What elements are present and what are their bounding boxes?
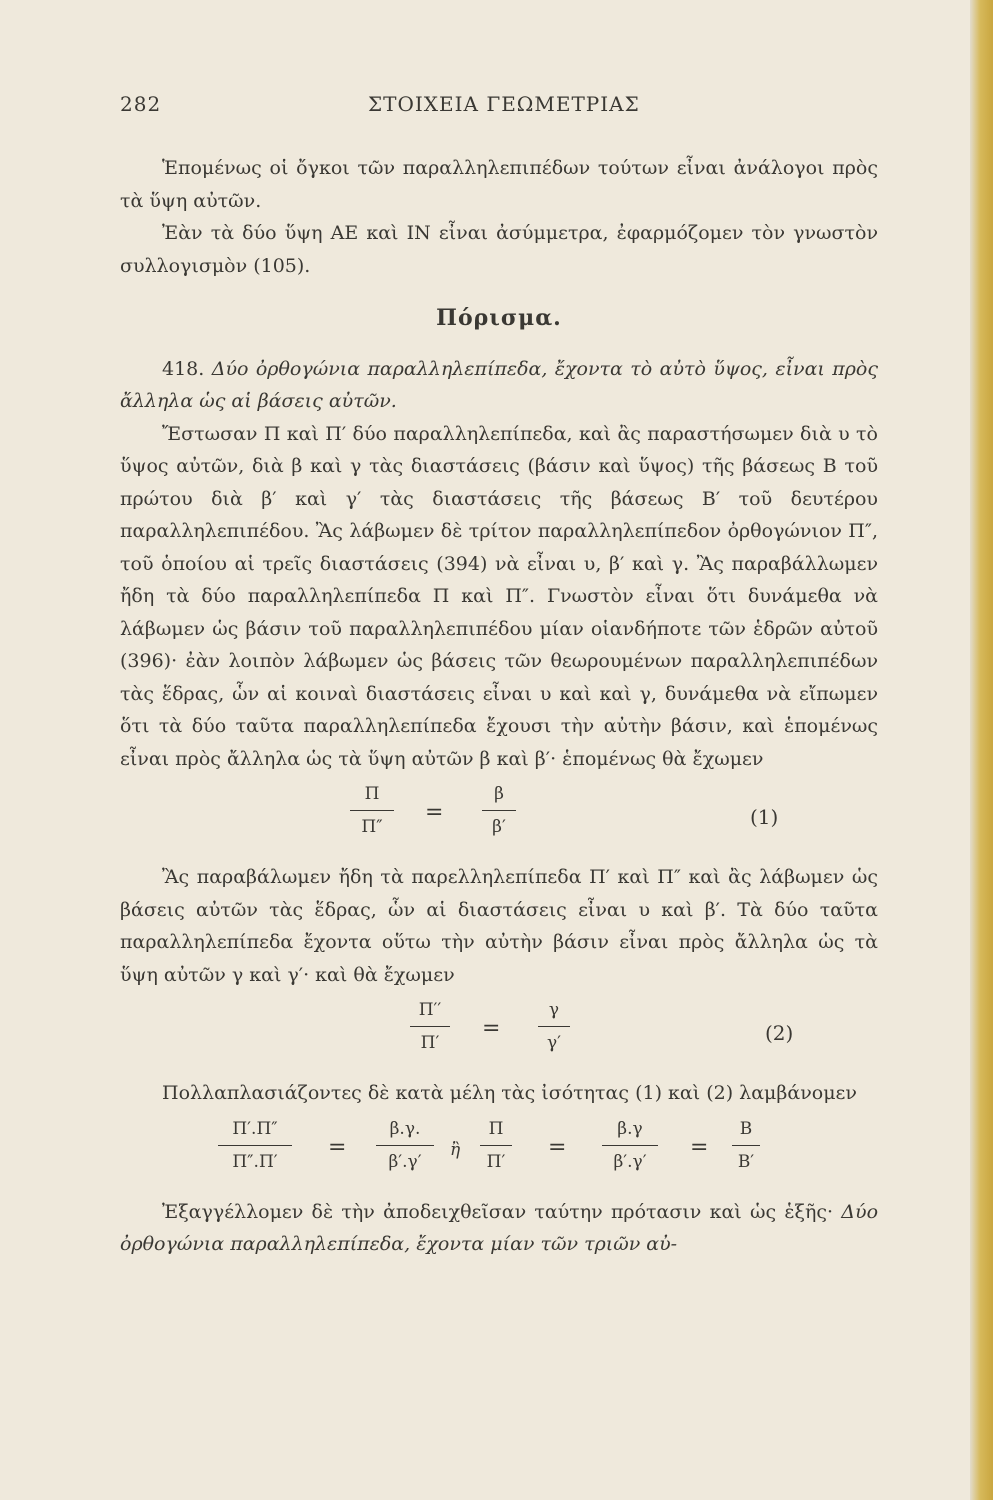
paragraph-2: Ἐὰν τὰ δύο ὕψη ΑΕ καὶ ΙΝ εἶναι ἀσύμμετρα, ἐφαρμόζομεν τὸν γνωστὸν συλλογισμὸν (105). — [120, 222, 878, 277]
denominator: β′.γ′ — [388, 1151, 422, 1172]
fraction — [482, 781, 516, 840]
or-word: ἢ — [450, 1139, 461, 1160]
section-heading: Πόρισμα. — [436, 305, 562, 331]
running-title: ΣΤΟΙΧΕΙΑ ΓΕΩΜΕΤΡΙΑΣ — [368, 92, 640, 116]
denominator: Π′ — [420, 1033, 440, 1053]
equals-sign: = — [548, 1134, 567, 1160]
paragraph-1: Ἑπομένως οἱ ὄγκοι τῶν παραλληλεπιπέδων τούτων εἶναι ἀνάλογοι πρὸς τὰ ὕψη αὐτῶν. — [120, 157, 878, 212]
fraction — [350, 781, 394, 840]
equation-3 — [120, 1116, 878, 1192]
page-body — [120, 152, 878, 1261]
fraction — [538, 997, 570, 1056]
numerator: Π — [488, 1118, 504, 1139]
equals-sign: = — [690, 1134, 709, 1160]
equals-sign: = — [328, 1134, 347, 1160]
paragraph-6: Πολλαπλασιάζοντες δὲ κατὰ μέλη τὰς ἰσότητας (1) καὶ (2) λαμβάνομεν — [162, 1082, 857, 1104]
numerator: β.γ — [617, 1118, 643, 1139]
numerator: Β — [739, 1118, 753, 1139]
paragraph-proof: Ἔστωσαν Π καὶ Π′ δύο παραλληλεπίπεδα, καὶ ἂς παραστήσωμεν διὰ υ τὸ ὕψος αὐτῶν, διὰ β καὶ γ τὰς διαστάσεις (βάσιν καὶ ὕψος) τῆς βάσεως Β τοῦ πρώτου διὰ β′ καὶ γ′ τὰς διαστάσεις τῆς βάσεως Β′ τοῦ δευτέρου παραλληλεπιπέδου. Ἂς λάβωμεν δὲ τρίτον παραλληλεπίπεδον ὀρθογώνιον Π″, τοῦ ὁποίου αἱ τρεῖς διαστάσεις (394) νὰ εἶναι υ, β′ καὶ γ. Ἂς παραβάλλωμεν ἤδη τὰ δύο παραλληλεπίπεδα Π καὶ Π″. Γνωστὸν εἶναι ὅτι δυνάμεθα νὰ λάβωμεν ὡς βάσιν τοῦ παραλληλεπιπέδου μίαν οἱανδήποτε τῶν ἑδρῶν αὐτοῦ (396)· ἐὰν λοιπὸν λάβωμεν ὡς βάσεις τῶν θεωρουμένων παραλληλεπιπέδων τὰς ἕδρας, ὧν αἱ κοιναὶ διαστάσεις εἶναι υ καὶ καὶ γ, δυνάμεθα νὰ εἴπωμεν ὅτι τὰ δύο ταῦτα παραλληλεπίπεδα ἔχουσι τὴν αὐτὴν βάσιν, καὶ ἑπομένως εἶναι πρὸς ἄλληλα ὡς τὰ ὕψη αὐτῶν β καὶ β′· ἑπομένως θὰ ἔχωμεν — [120, 422, 878, 770]
theorem-418 — [120, 353, 878, 418]
denominator: Π″.Π′ — [232, 1151, 278, 1172]
theorem-statement: Δύο ὀρθογώνια παραλληλεπίπεδα, ἔχοντα τὸ αὐτὸ ὕψος, εἶναι πρὸς ἄλληλα ὡς αἱ βάσεις αὐτῶν. — [120, 357, 878, 412]
paragraph-7 — [120, 1196, 878, 1261]
paragraph-5: Ἂς παραβάλωμεν ἤδη τὰ παρελληλεπίπεδα Π′ καὶ Π″ καὶ ἂς λάβωμεν ὡς βάσεις αὐτῶν τὰς ἕδρας, ὧν αἱ διαστάσεις εἶναι υ καὶ β′. Τὰ δύο ταῦτα παραλληλεπίπεδα ἔχοντα οὕτω τὴν αὐτὴν βάσιν εἶναι πρὸς ἄλληλα ὡς τὰ ὕψη αὐτῶν γ καὶ γ′· καὶ θὰ ἔχωμεν — [120, 866, 878, 986]
numerator: β.γ. — [389, 1118, 421, 1139]
numerator: Π — [364, 784, 380, 804]
page-number: 282 — [120, 92, 162, 116]
denominator: β′.γ′ — [613, 1151, 647, 1172]
theorem-number: 418. — [162, 357, 205, 380]
fraction — [602, 1116, 658, 1175]
numerator: Π′′ — [418, 1000, 442, 1020]
numerator: γ — [548, 1000, 560, 1020]
denominator: γ′ — [546, 1033, 562, 1053]
equation-2 — [120, 997, 878, 1073]
fraction — [410, 997, 450, 1056]
equals-sign: = — [482, 1016, 501, 1041]
numerator: Π′.Π″ — [232, 1118, 278, 1139]
denominator: β′ — [492, 817, 506, 837]
fraction — [732, 1116, 760, 1175]
equation-1 — [120, 781, 878, 857]
equation-label: (1) — [750, 805, 779, 829]
fraction — [218, 1116, 292, 1175]
denominator: Β′ — [737, 1151, 755, 1172]
numerator: β — [494, 784, 504, 804]
paragraph-7-text: Ἐξαγγέλλομεν δὲ τὴν ἀποδειχθεῖσαν ταύτην πρότασιν καὶ ὡς ἑξῆς· — [162, 1200, 834, 1223]
equation-label: (2) — [765, 1021, 794, 1045]
page-edge — [970, 0, 993, 1500]
running-header — [120, 92, 880, 122]
denominator: Π′ — [486, 1151, 506, 1172]
paragraph-7-italic: Δύο ὀρθογώνια παραλληλεπίπεδα, ἔχοντα μίαν τῶν τριῶν αὐ- — [120, 1200, 879, 1255]
equals-sign: = — [425, 800, 444, 825]
fraction — [376, 1116, 434, 1175]
denominator: Π″ — [361, 817, 383, 837]
fraction — [480, 1116, 512, 1175]
